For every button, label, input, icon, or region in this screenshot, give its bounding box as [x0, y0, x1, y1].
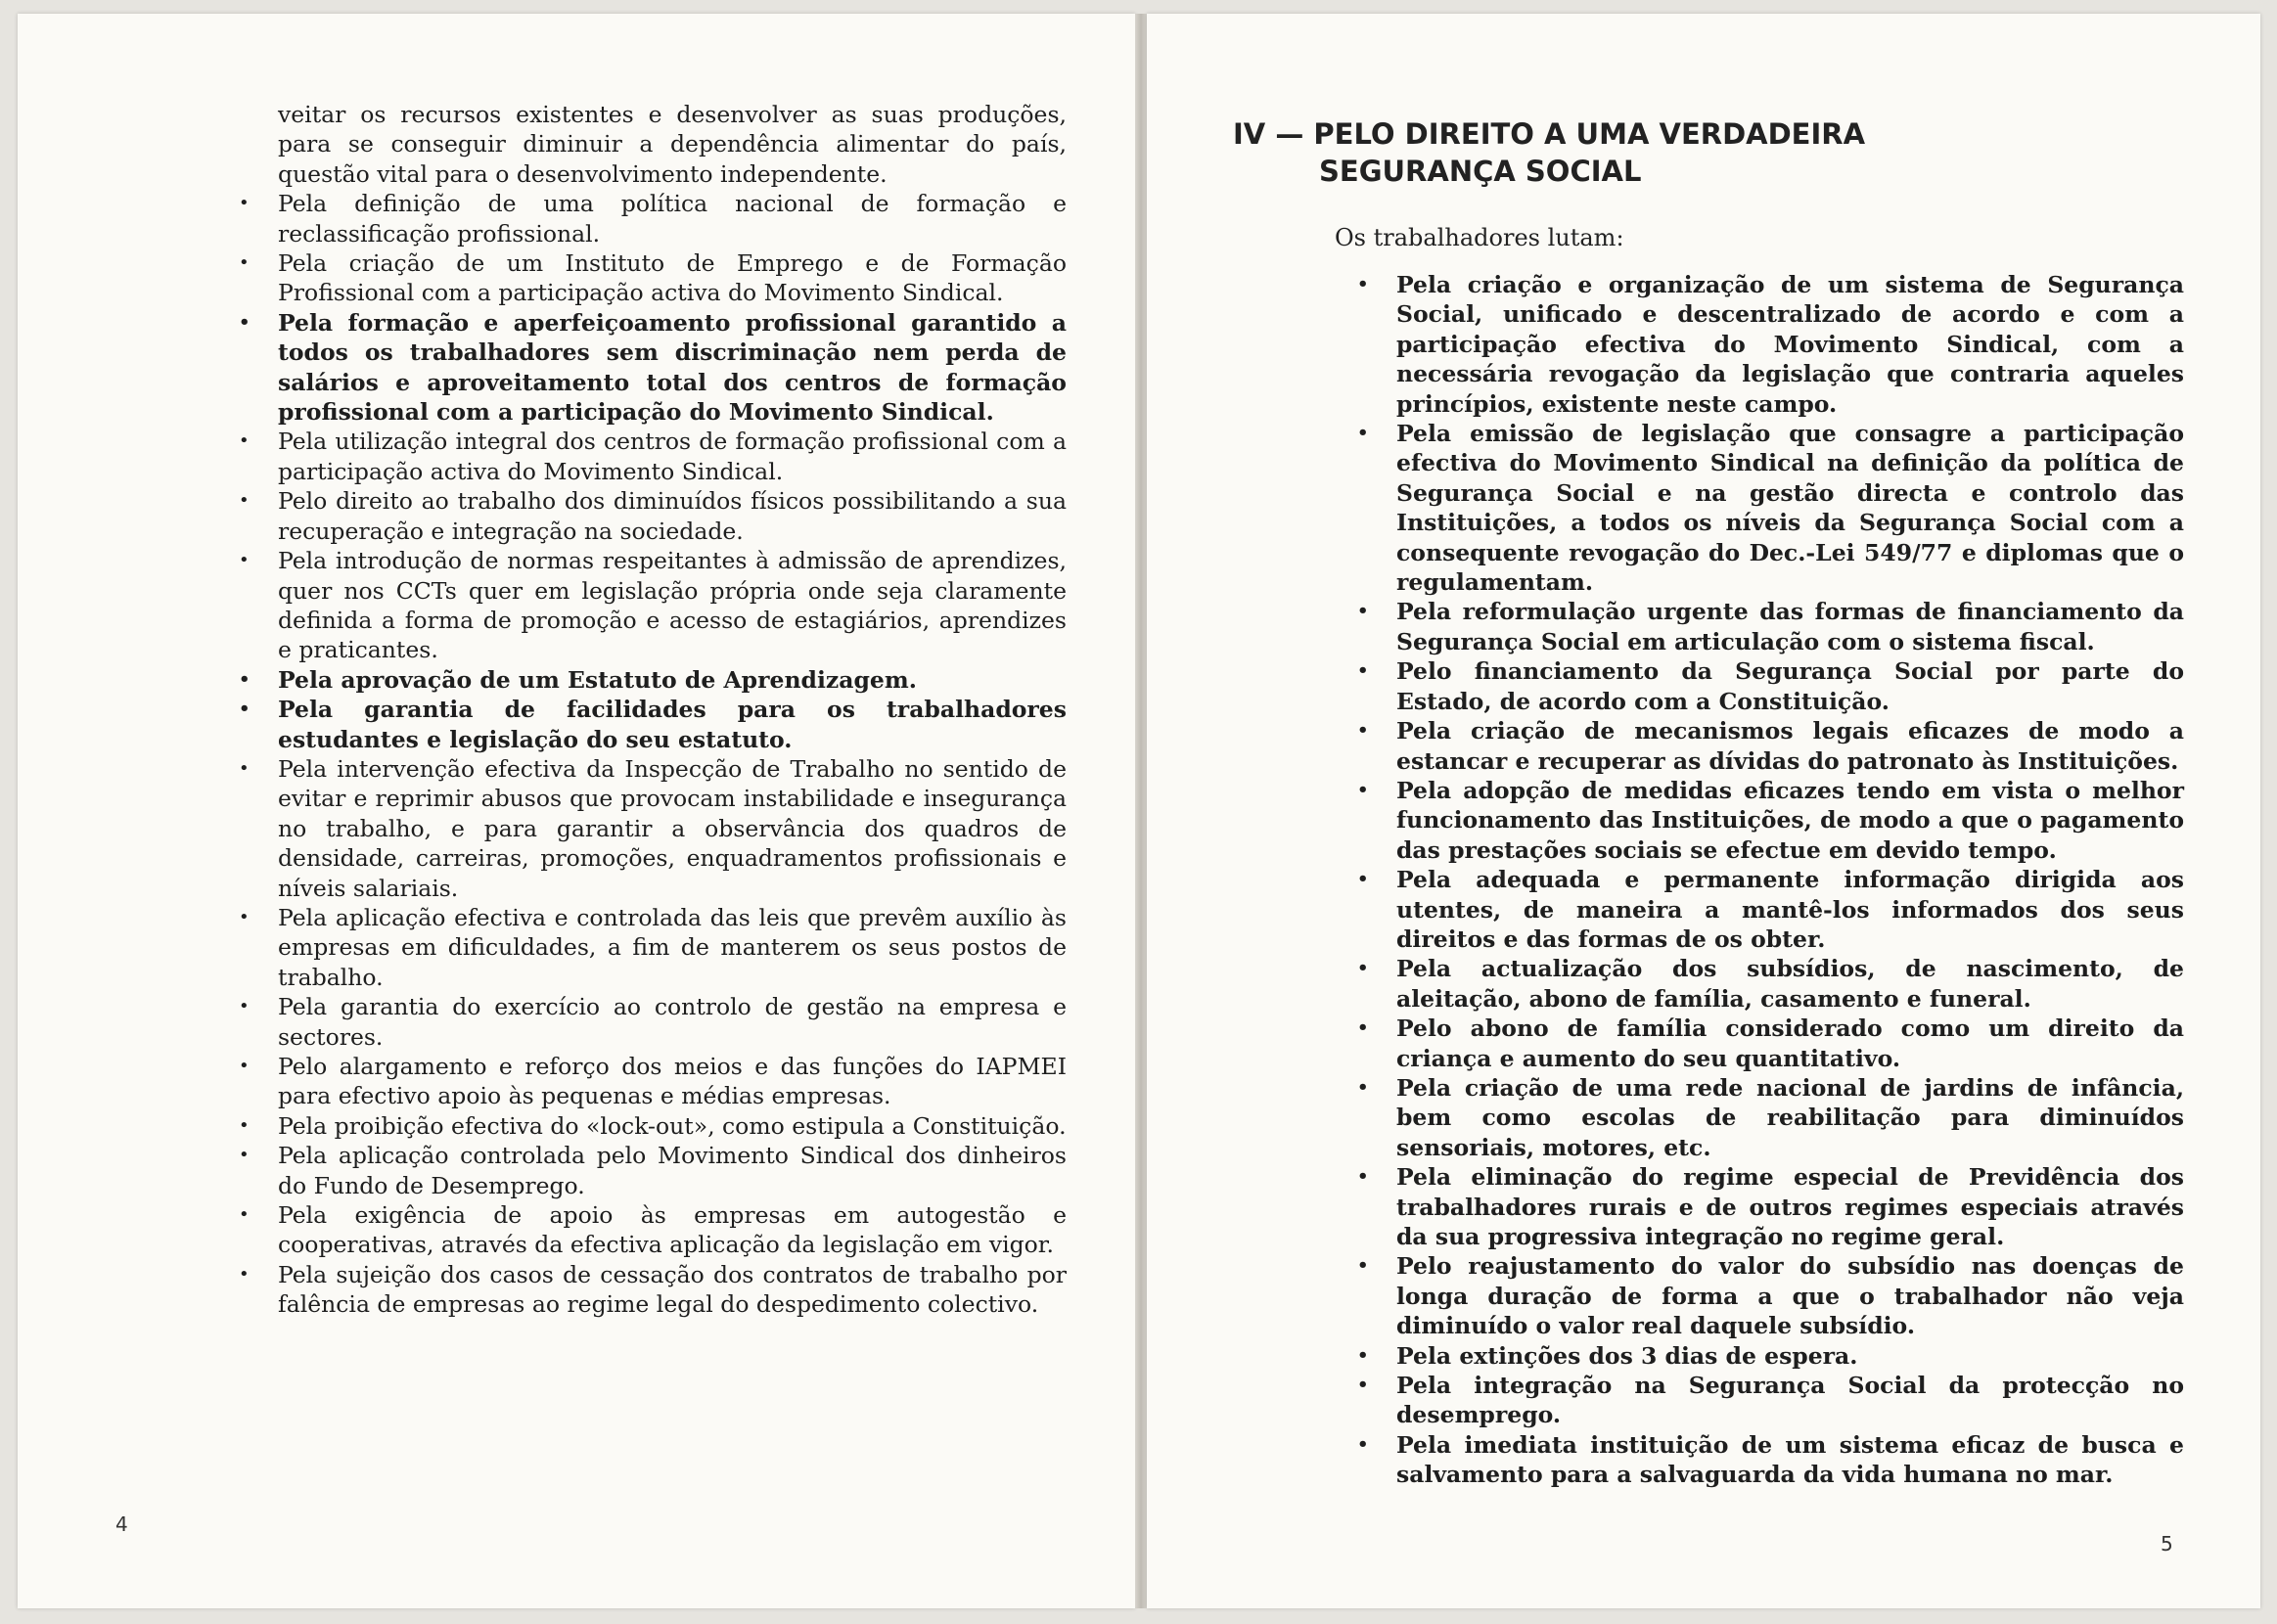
bullet-item: • Pela reformulação urgente das formas de financiamento da Segurança Social em articulação com o sistema fiscal.	[1396, 597, 2184, 656]
bullet-item: • Pelo abono de família considerado como um direito da criança e aumento do seu quantitativo.	[1396, 1014, 2184, 1073]
section-heading-line2: SEGURANÇA SOCIAL	[1319, 155, 1642, 188]
left-page-text-column	[278, 100, 1067, 1320]
bullet-item: • Pela proibição efectiva do «lock-out», como estipula a Constituição.	[278, 1111, 1067, 1141]
bullet-item: • Pela exigência de apoio às empresas em autogestão e cooperativas, através da efectiva aplicação da legislação em vigor.	[278, 1200, 1067, 1260]
bullet-item: • Pela criação de uma rede nacional de jardins de infância, bem como escolas de reabilitação para diminuídos sensoriais, motores, etc.	[1396, 1073, 2184, 1162]
bullet-item: • Pela extinções dos 3 dias de espera.	[1396, 1341, 2184, 1371]
page-number-right: 5	[2161, 1532, 2173, 1556]
bullet-item: • Pela introdução de normas respeitantes à admissão de aprendizes, quer nos CCTs quer em legislação própria onde seja claramente definida a forma de promoção e acesso de estagiários, aprendizes e praticantes.	[278, 546, 1067, 665]
bullet-item: • Pela integração na Segurança Social da protecção no desemprego.	[1396, 1371, 2184, 1430]
bullet-item: • Pela definição de uma política nacional de formação e reclassificação profissional.	[278, 189, 1067, 248]
left-page	[18, 14, 1135, 1608]
bullet-item: • Pelo financiamento da Segurança Social por parte do Estado, de acordo com a Constituição.	[1396, 656, 2184, 716]
bullet-item: • Pela adopção de medidas eficazes tendo em vista o melhor funcionamento das Instituições, de modo a que o pagamento das prestações sociais se efectue em devido tempo.	[1396, 776, 2184, 865]
bullet-item: • Pela adequada e permanente informação dirigida aos utentes, de maneira a mantê-los informados dos seus direitos e das formas de os obter.	[1396, 865, 2184, 954]
section-heading	[1233, 115, 2114, 190]
bullet-item: • Pela actualização dos subsídios, de nascimento, de aleitação, abono de família, casamento e funeral.	[1396, 954, 2184, 1014]
bullet-item: • Pela aplicação controlada pelo Movimento Sindical dos dinheiros do Fundo de Desemprego.	[278, 1141, 1067, 1200]
section-heading-line1: IV — PELO DIREITO A UMA VERDADEIRA	[1233, 117, 1866, 151]
bullet-item: • Pela aprovação de um Estatuto de Aprendizagem.	[278, 665, 1067, 695]
bullet-item: • Pela imediata instituição de um sistema eficaz de busca e salvamento para a salvaguarda da vida humana no mar.	[1396, 1430, 2184, 1490]
bullet-item: • Pela emissão de legislação que consagre a participação efectiva do Movimento Sindical na definição da política de Segurança Social e na gestão directa e controlo das Instituições, a todos os níveis da Segurança Social com a consequente revogação do Dec.-Lei 549/77 e diplomas que o regulamentam.	[1396, 419, 2184, 597]
page-number-left: 4	[115, 1512, 128, 1536]
bullet-item: • Pela criação de um Instituto de Emprego e de Formação Profissional com a participação activa do Movimento Sindical.	[278, 248, 1067, 308]
right-page	[1147, 14, 2260, 1608]
bullet-item: • Pela formação e aperfeiçoamento profissional garantido a todos os trabalhadores sem discriminação nem perda de salários e aproveitamento total dos centros de formação profissional com a participação do Movimento Sindical.	[278, 308, 1067, 428]
bullet-item: • Pelo reajustamento do valor do subsídio nas doenças de longa duração de forma a que o trabalhador não veja diminuído o valor real daquele subsídio.	[1396, 1251, 2184, 1340]
bullet-item: • Pela sujeição dos casos de cessação dos contratos de trabalho por falência de empresas ao regime legal do despedimento colectivo.	[278, 1260, 1067, 1320]
bullet-item: • Pela aplicação efectiva e controlada das leis que prevêm auxílio às empresas em dificuldades, a fim de manterem os seus postos de trabalho.	[278, 903, 1067, 992]
bullet-item: • Pela eliminação do regime especial de Previdência dos trabalhadores rurais e de outros regimes especiais através da sua progressiva integração no regime geral.	[1396, 1162, 2184, 1251]
bullet-item: • Pela criação de mecanismos legais eficazes de modo a estancar e recuperar as dívidas do patronato às Instituições.	[1396, 716, 2184, 776]
paragraph-continuation: veitar os recursos existentes e desenvolver as suas produções, para se conseguir diminuir a dependência alimentar do país, questão vital para o desenvolvimento independente.	[278, 101, 1067, 188]
bullet-item: • Pela garantia de facilidades para os trabalhadores estudantes e legislação do seu estatuto.	[278, 695, 1067, 754]
bullet-item: • Pela intervenção efectiva da Inspecção de Trabalho no sentido de evitar e reprimir abusos que provocam instabilidade e insegurança no trabalho, e para garantir a observância dos quadros de densidade, carreiras, promoções, enquadramentos profissionais e níveis salariais.	[278, 754, 1067, 903]
book-gutter	[1135, 14, 1147, 1608]
bullet-item: • Pela utilização integral dos centros de formação profissional com a participação activa do Movimento Sindical.	[278, 427, 1067, 486]
section-intro: Os trabalhadores lutam:	[1335, 224, 1624, 251]
bullet-item: • Pela garantia do exercício ao controlo de gestão na empresa e sectores.	[278, 992, 1067, 1052]
right-page-text-column	[1396, 270, 2184, 1490]
bullet-item: • Pelo direito ao trabalho dos diminuídos físicos possibilitando a sua recuperação e integração na sociedade.	[278, 486, 1067, 546]
bullet-item: • Pela criação e organização de um sistema de Segurança Social, unificado e descentralizado de acordo e com a participação efectiva do Movimento Sindical, com a necessária revogação da legislação que contraria aqueles princípios, existente neste campo.	[1396, 270, 2184, 419]
bullet-item: • Pelo alargamento e reforço dos meios e das funções do IAPMEI para efectivo apoio às pequenas e médias empresas.	[278, 1052, 1067, 1111]
